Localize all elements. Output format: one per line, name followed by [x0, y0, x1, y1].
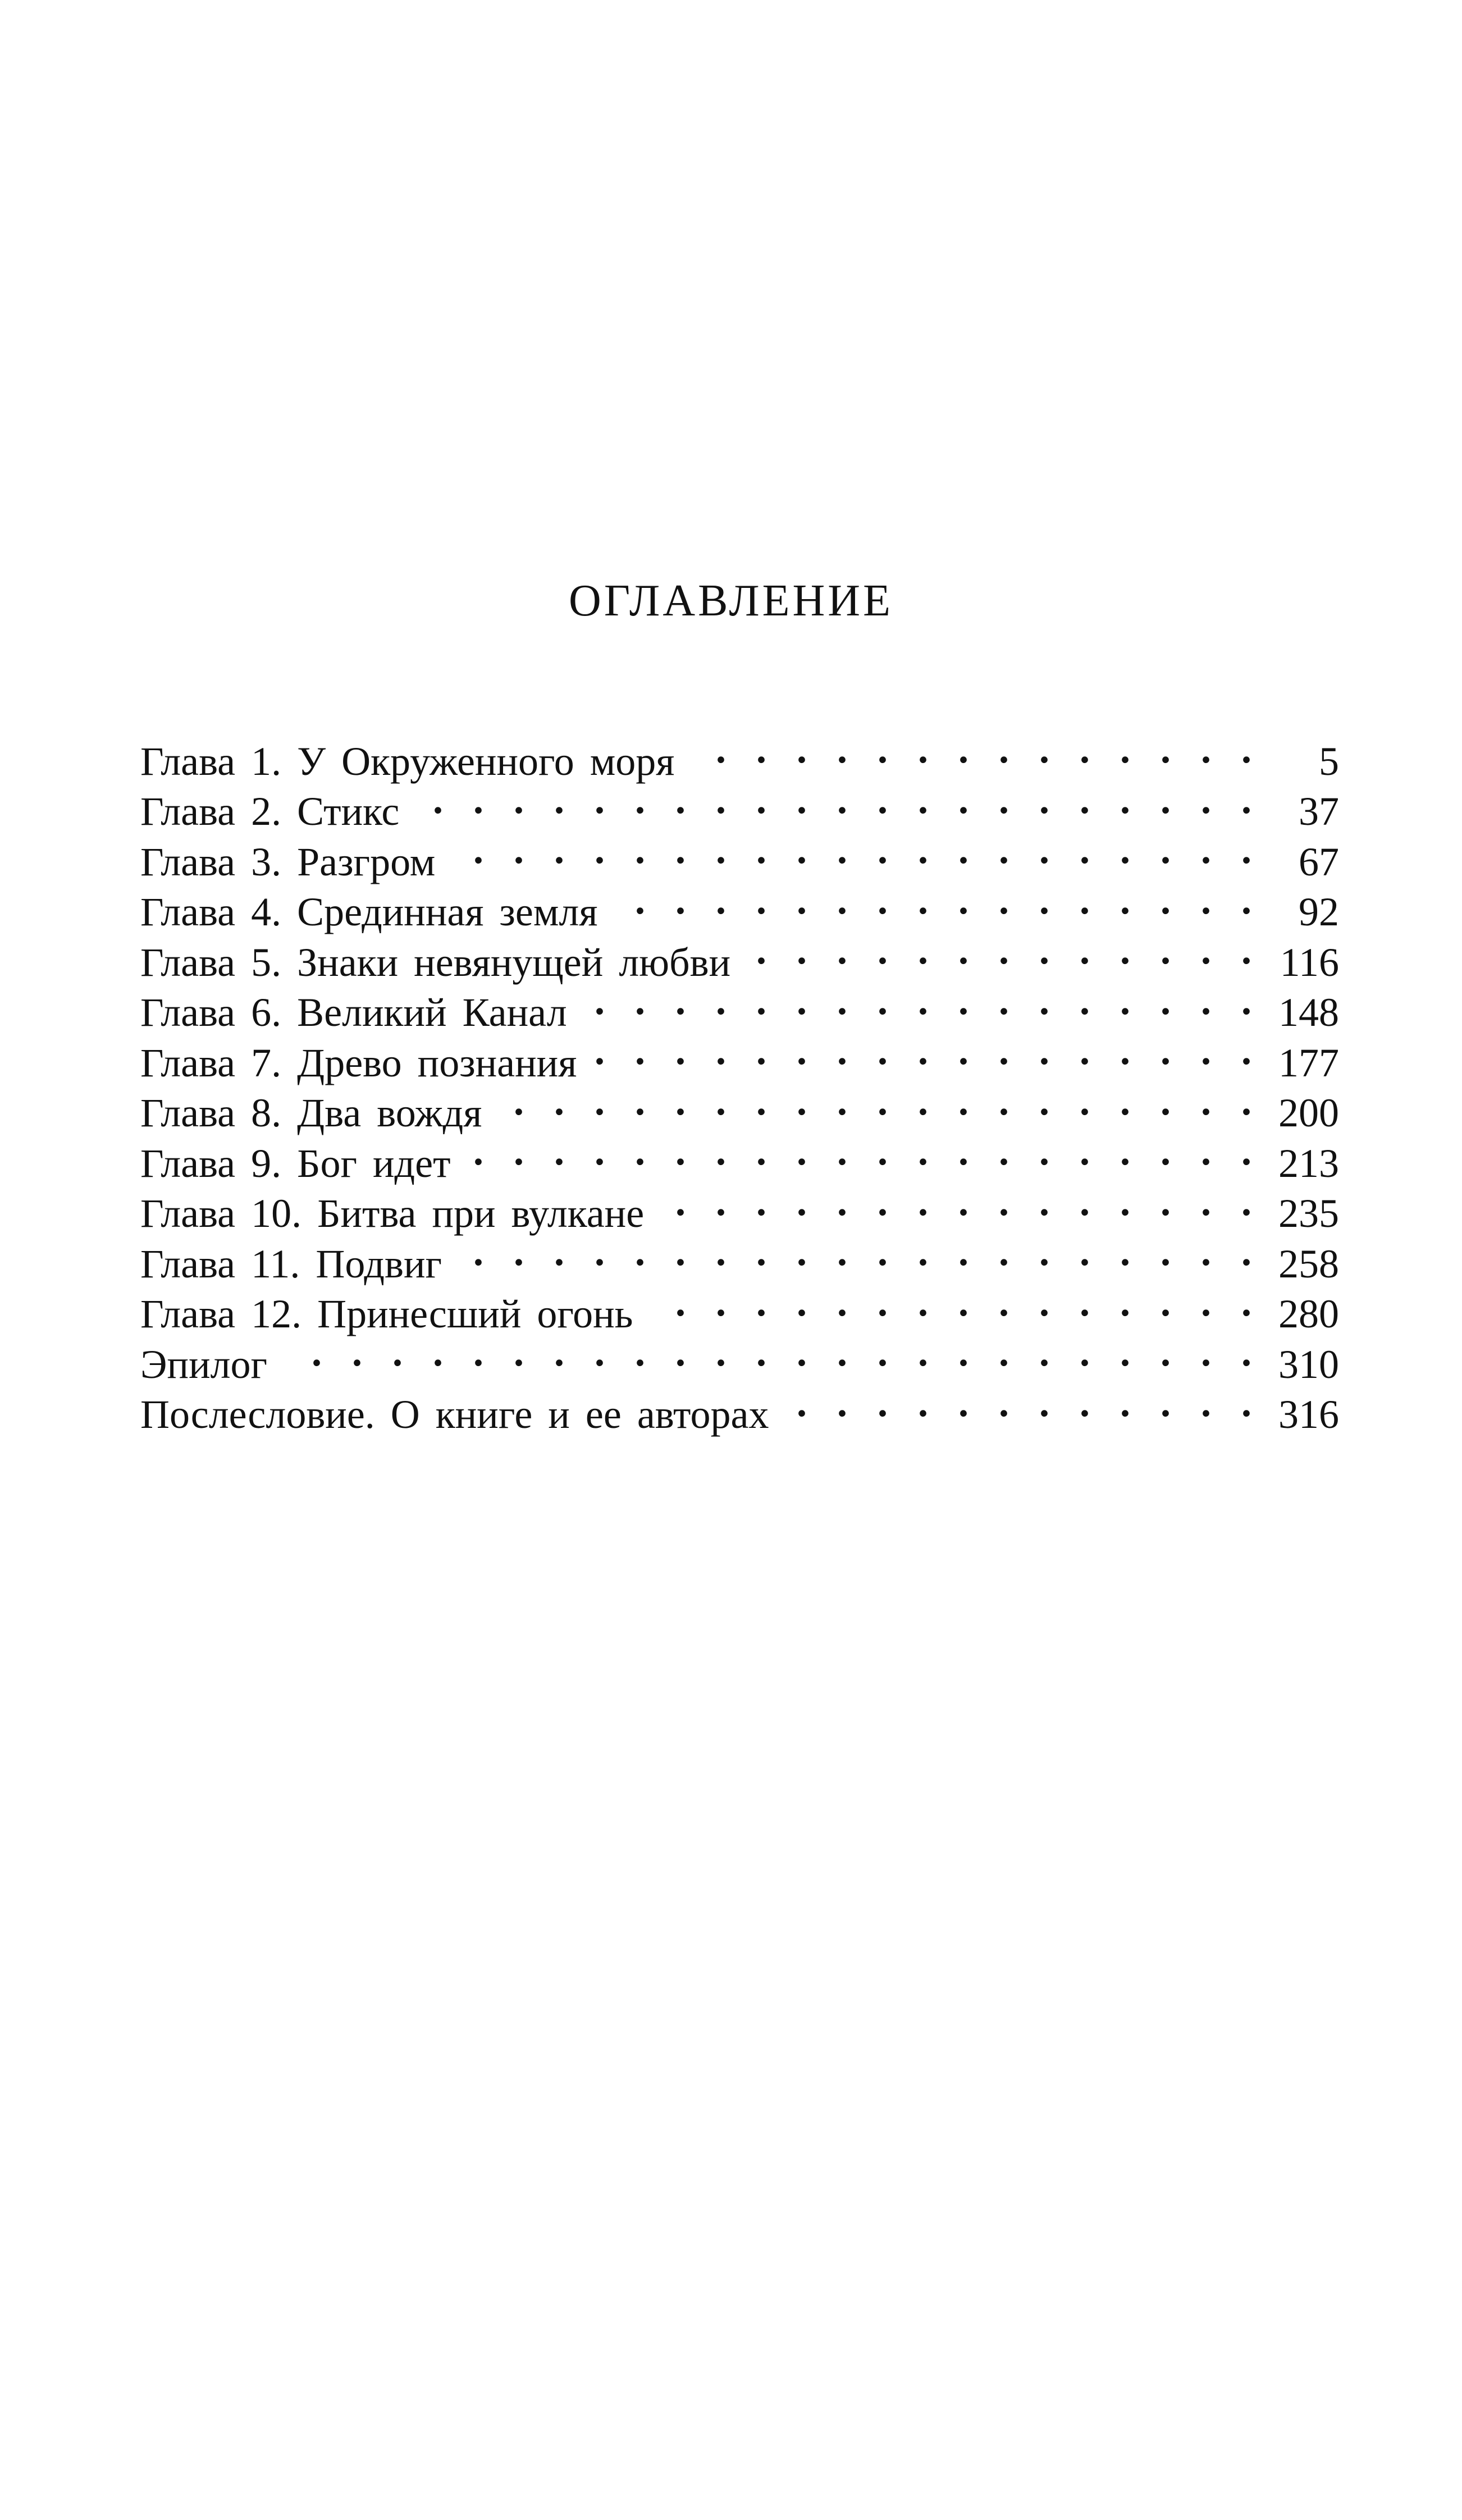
page-number: 280 [1278, 1291, 1339, 1336]
entry-label: Глава 5. Знаки невянущей любви [140, 939, 731, 985]
entry-label: Послесловие. О книге и ее авторах [140, 1392, 769, 1437]
dot-leader [451, 825, 1262, 875]
dot-leader [283, 1327, 1262, 1378]
dot-leader [746, 925, 1262, 976]
entry-label: Глава 4. Срединная земля [140, 889, 598, 934]
page-number: 235 [1278, 1191, 1339, 1236]
page-number: 92 [1299, 889, 1339, 934]
entry-label: Глава 11. Подвиг [140, 1241, 442, 1286]
dot-leader [648, 1277, 1262, 1328]
dot-leader [458, 1227, 1262, 1277]
dot-leader [660, 1177, 1262, 1227]
dot-leader [467, 1126, 1262, 1177]
entry-label: Эпилог [140, 1341, 268, 1387]
entry-label: Глава 6. Великий Канал [140, 990, 567, 1035]
toc-entry [140, 724, 1339, 784]
page-number: 213 [1278, 1140, 1339, 1186]
page-number: 310 [1278, 1341, 1339, 1387]
entry-label: Глава 8. Два вождя [140, 1090, 482, 1135]
dot-leader [497, 1076, 1262, 1127]
dot-leader [592, 1026, 1262, 1076]
entry-label: Глава 2. Стикс [140, 789, 400, 834]
entry-label: Глава 10. Битва при вулкане [140, 1191, 645, 1236]
dot-leader [690, 724, 1262, 775]
dot-leader [784, 1378, 1262, 1428]
dot-leader [415, 775, 1262, 825]
page-number: 67 [1299, 839, 1339, 884]
entry-label: Глава 7. Древо познания [140, 1040, 577, 1085]
entry-label: Глава 3. Разгром [140, 839, 436, 884]
table-of-contents [140, 724, 1339, 1437]
entry-label: Глава 9. Бог идет [140, 1140, 451, 1186]
dot-leader [583, 976, 1262, 1026]
page-number: 200 [1278, 1090, 1339, 1135]
page-number: 177 [1278, 1040, 1339, 1085]
page-number: 258 [1278, 1241, 1339, 1286]
page-number: 116 [1280, 939, 1339, 985]
toc-entry [140, 1378, 1339, 1437]
dot-leader [613, 875, 1262, 926]
page-number: 148 [1278, 990, 1339, 1035]
page-title: ОГЛАВЛЕНИЕ [569, 576, 893, 626]
entry-label: Глава 12. Принесший огонь [140, 1291, 633, 1336]
page-number: 316 [1278, 1392, 1339, 1437]
page-number: 5 [1319, 738, 1339, 784]
entry-label: Глава 1. У Окруженного моря [140, 738, 675, 784]
page-number: 37 [1299, 789, 1339, 834]
toc-entry [140, 1327, 1339, 1387]
